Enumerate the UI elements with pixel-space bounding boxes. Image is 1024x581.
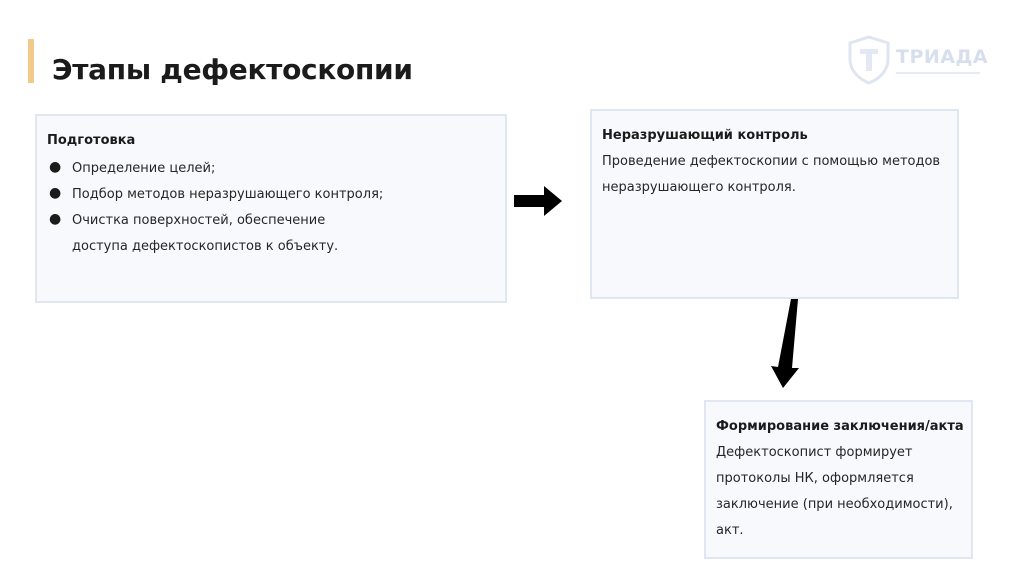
- arrow-down-icon: [768, 298, 802, 390]
- stage-preparation-box: [35, 114, 507, 303]
- stage-ndt-title: Неразрушающий контроль: [602, 128, 808, 143]
- stage-report-box: [704, 400, 973, 559]
- list-item-text: Подбор методов неразрушающего контроля;: [72, 187, 384, 202]
- stage-ndt-box: [590, 109, 959, 299]
- stage-preparation-title: Подготовка: [47, 133, 136, 148]
- stage-ndt-text: Проведение дефектоскопии с помощью методов неразрушающего контроля.: [602, 154, 941, 195]
- list-item-text: Определение целей;: [72, 161, 216, 176]
- stage-report-title: Формирование заключения/акта: [716, 419, 964, 434]
- logo-wordmark: ТРИАДА: [896, 46, 989, 68]
- list-item: [47, 182, 495, 208]
- shield-t-icon: [846, 35, 892, 85]
- list-item: [47, 156, 495, 182]
- list-item: [47, 208, 495, 260]
- stage-report-text: Дефектоскопист формирует протоколы НК, оформляется заключение (при необходимости), акт.: [716, 445, 953, 538]
- list-item-text: Очистка поверхностей, обеспечение доступа дефектоскопистов к объекту.: [72, 213, 339, 254]
- arrow-right-icon: [512, 184, 564, 218]
- bullet-icon: ●: [49, 211, 62, 227]
- logo-tagline-line: [896, 72, 980, 74]
- company-logo: [846, 35, 989, 85]
- bullet-icon: ●: [49, 185, 62, 201]
- bullet-icon: ●: [49, 159, 62, 175]
- stage-preparation-list: [47, 156, 495, 260]
- page-title: Этапы дефектоскопии: [52, 53, 413, 86]
- title-accent-bar: [28, 39, 34, 83]
